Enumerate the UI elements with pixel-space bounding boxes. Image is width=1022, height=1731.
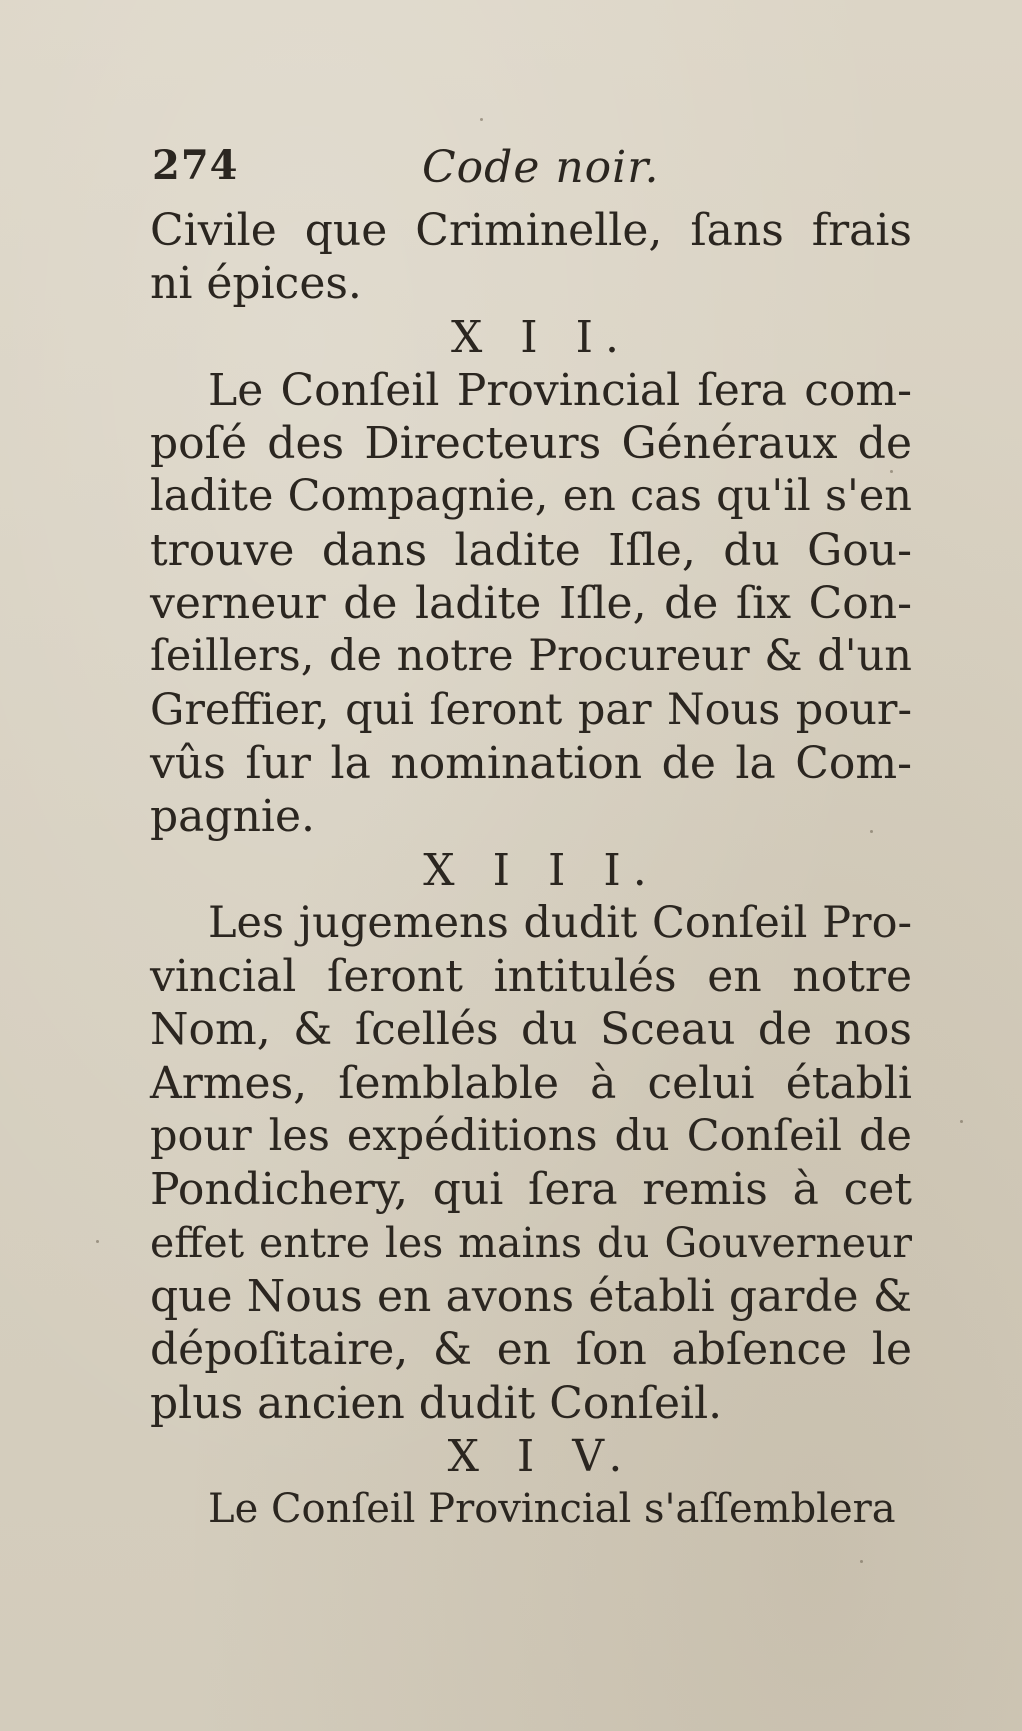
- text-line: Pondichery, qui ſera remis à cet: [150, 1164, 912, 1216]
- paper-speck: [480, 118, 483, 121]
- paper-speck: [960, 1120, 963, 1123]
- text-line: ladite Compagnie, en cas qu'il s'en: [150, 471, 912, 522]
- text-line: poſé des Directeurs Généraux de: [150, 418, 912, 470]
- text-line: pagnie.: [150, 791, 315, 843]
- text-line: pour les expéditions du Conſeil de: [150, 1111, 912, 1162]
- text-line: Le Conſeil Provincial ſera com-: [208, 364, 912, 416]
- body-text: [150, 204, 912, 1536]
- article-heading: X I I I.: [423, 844, 659, 896]
- text-line: Civile que Criminelle, ſans frais: [150, 205, 912, 256]
- text-line: vûs ſur la nomination de la Com-: [150, 737, 912, 789]
- article-heading: X I V.: [447, 1430, 635, 1482]
- page-number: 274: [152, 142, 239, 189]
- text-line: que Nous en avons établi garde &: [150, 1270, 912, 1322]
- running-head: [152, 142, 912, 192]
- text-line: ſeillers, de notre Procureur & d'un: [150, 631, 912, 682]
- text-line: Greffier, qui ſeront par Nous pour-: [150, 684, 912, 735]
- book-title: Code noir.: [422, 142, 660, 193]
- text-line: verneur de ladite Iſle, de ſix Con-: [150, 578, 912, 630]
- text-line: Nom, & ſcellés du Sceau de nos: [150, 1004, 912, 1056]
- text-line: ni épices.: [150, 258, 362, 310]
- text-line: dépoſitaire, & en ſon abſence le: [150, 1324, 912, 1376]
- article-heading: X I I.: [450, 311, 632, 363]
- paper-speck: [96, 1240, 99, 1243]
- text-line: effet entre les mains du Gouverneur: [150, 1218, 912, 1267]
- text-line: Le Conſeil Provincial s'aſſemblera: [208, 1486, 896, 1533]
- text-line: Les jugemens dudit Conſeil Pro-: [208, 897, 912, 948]
- paper-speck: [860, 1560, 863, 1563]
- text-line: trouve dans ladite Iſle, du Gou-: [150, 524, 912, 576]
- text-line: Armes, ſemblable à celui établi: [150, 1057, 912, 1109]
- text-line: plus ancien dudit Conſeil.: [150, 1377, 723, 1429]
- text-line: vincial ſeront intitulés en notre: [150, 951, 912, 1003]
